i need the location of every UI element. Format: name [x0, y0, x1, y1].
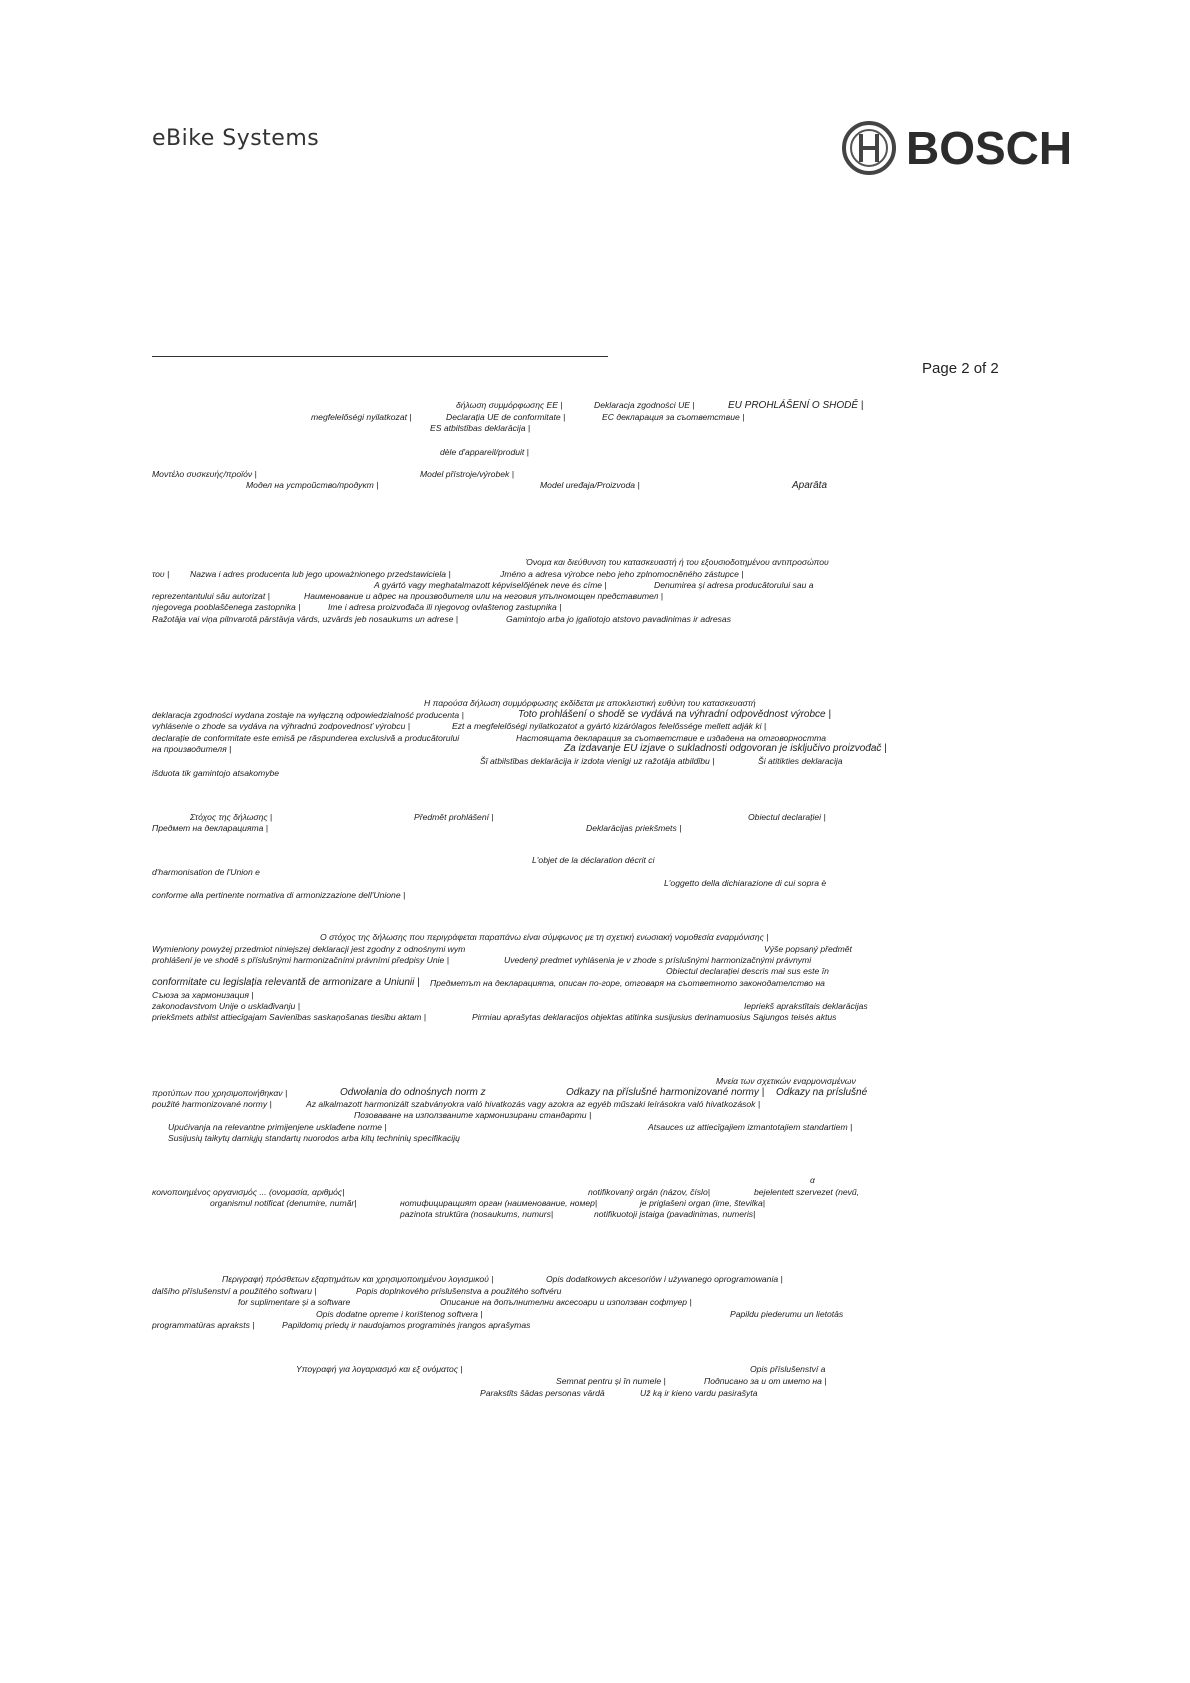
text-line: Deklarācijas priekšmets | [586, 823, 682, 833]
text-line: programmatūras apraksts | [152, 1320, 255, 1330]
text-line: notifikuotoji įstaiga (pavadinimas, numeris| [594, 1209, 756, 1219]
text-line: vyhlásenie o zhode sa vydáva na výhradnú zodpovednosť výrobcu | [152, 721, 410, 731]
text-line: Upućivanja na relevantne primijenjene usklađene norme | [168, 1122, 387, 1132]
text-line: Už ką ir kieno vardu pasirašyta [640, 1388, 758, 1398]
text-line: нотифициращият орган (наименование, номер| [400, 1198, 598, 1208]
text-line: Obiectul declarației descris mai sus este în [666, 966, 829, 976]
text-line: prohlášení je ve shodě s příslušnými harmonizačními právními předpisy Unie | [152, 955, 449, 965]
text-line: notifikovaný orgán (názov, číslo| [588, 1187, 710, 1197]
text-line: Denumirea și adresa producătorului sau a [654, 580, 814, 590]
text-line: Toto prohlášení o shodě se vydává na výhradní odpovědnost výrobce | [518, 709, 831, 720]
text-line: Ši atitikties deklaracija [758, 756, 843, 766]
text-line: Υπογραφή για λογαριασμό και εξ ονόματος | [296, 1364, 463, 1374]
text-line: Η παρούσα δήλωση συμμόρφωσης εκδίδεται με αποκλειστική ευθύνη του κατασκευαστή [424, 698, 756, 708]
text-line: Aparāta [792, 480, 828, 491]
text-line: priekšmets atbilst attiecīgajam Savienības saskaņošanas tiesību aktam | [152, 1012, 427, 1022]
text-line: megfelelőségi nyilatkozat | [311, 412, 412, 422]
text-line: dèle d'appareil/produit | [440, 447, 529, 457]
text-line: Obiectul declarației | [748, 812, 826, 822]
bosch-wordmark: BOSCH [906, 122, 1073, 174]
text-line: Nazwa i adres producenta lub jego upoważnionego przedstawiciela | [190, 569, 451, 579]
text-line: declarație de conformitate este emisă pe răspunderea exclusivă a producătorului [152, 733, 460, 743]
text-line: Ezt a megfelelőségi nyilatkozatot a gyártó kizárólagos felelőssége mellett adják ki | [452, 721, 767, 731]
text-line: Позоваване на използваните хармонизирани стандарти | [354, 1110, 592, 1120]
text-line: Odkazy na příslušné harmonizované normy | [566, 1087, 765, 1098]
text-line: Όνομα και διεύθυνση του κατασκευαστή ή του εξουσιοδοτημένου αντιπροσώπου [526, 557, 829, 567]
text-line: ES atbilstības deklarācija | [430, 423, 531, 433]
text-line: Declarația UE de conformitate | [446, 412, 566, 422]
text-line: L'objet de la déclaration décrit ci [532, 855, 655, 865]
text-line: Susijusių taikytų darniųjų standartų nuorodos arba kitų techninių specifikacijų [168, 1133, 460, 1143]
text-line: for suplimentare și a software [238, 1297, 351, 1307]
text-line: Μοντέλο συσκευής/προϊόν | [152, 469, 257, 479]
page-indicator: Page 2 of 2 [922, 360, 999, 377]
text-line: conforme alla pertinente normativa di armonizzazione dell'Unione | [152, 890, 406, 900]
text-line: Pirmiau aprašytas deklaracijos objektas atitinka susijusius derinamuosius Sąjungos teisės aktus [472, 1012, 837, 1022]
text-line: του | [152, 569, 170, 579]
text-line: organismul notificat (denumire, număr| [210, 1198, 357, 1208]
text-line: Opis dodatne opreme i korištenog softvera | [316, 1309, 483, 1319]
text-line: d'harmonisation de l'Union e [152, 867, 260, 877]
text-line: Μνεία των σχετικών εναρμονισμένων [716, 1076, 856, 1086]
header-rule [152, 356, 608, 357]
text-line: Наименование и адрес на производителя или на неговия упълномощен представител | [304, 591, 664, 601]
text-line: δήλωση συμμόρφωσης ΕΕ | [456, 400, 563, 410]
text-line: dalšího příslušenství a použitého softwaru | [152, 1286, 317, 1296]
text-line: προτύπων που χρησιμοποιήθηκαν | [152, 1088, 288, 1098]
text-line: Съюза за хармонизация | [152, 990, 254, 1000]
text-line: Περιγραφή πρόσθετων εξαρτημάτων και χρησιμοποιημένου λογισμικού | [222, 1274, 494, 1284]
text-line: на производителя | [152, 744, 232, 754]
text-line: Papildomų priedų ir naudojamos programinės įrangos aprašymas [282, 1320, 531, 1330]
text-line: Výše popsaný předmět [764, 944, 852, 954]
text-line: Gamintojo arba jo įgaliotojo atstovo pavadinimas ir adresas [506, 614, 731, 624]
text-line: Opis dodatkowych akcesoriów i używanego oprogramowania | [546, 1274, 783, 1284]
text-line: Atsauces uz attiecīgajiem izmantotajiem standartiem | [648, 1122, 853, 1132]
text-line: Модел на устройство/продукт | [246, 480, 379, 490]
text-line: Στόχος της δήλωσης | [190, 812, 273, 822]
text-line: Odkazy na príslušné [776, 1087, 868, 1098]
text-line: Подписано за и от името на | [704, 1376, 827, 1386]
text-line: Предметът на декларацията, описан по-горе, отговаря на съответното законодателство на [430, 978, 825, 988]
text-line: Uvedený predmet vyhlásenia je v zhode s príslušnými harmonizačnými právnymi [504, 955, 812, 965]
text-line: Popis doplnkového príslušenstva a použitého softvéru [356, 1286, 562, 1296]
text-line: Ime i adresa proizvođača ili njegovog ovlaštenog zastupnika | [328, 602, 562, 612]
text-line: Jméno a adresa výrobce nebo jeho zplnomocněného zástupce | [500, 569, 744, 579]
text-line: ЕС декларация за съответствие | [602, 412, 745, 422]
text-line: Deklaracja zgodności UE | [594, 400, 695, 410]
text-line: Предмет на декларацията | [152, 823, 268, 833]
text-line: Šī atbilstības deklarācija ir izdota vienīgi uz ražotāja atbildību | [480, 756, 715, 766]
text-line: Opis příslušenství a [750, 1364, 826, 1374]
text-line: Описание на допълнителни аксесоари и използван софтуер | [440, 1297, 692, 1307]
text-line: pazinota struktūra (nosaukums, numurs| [400, 1209, 554, 1219]
text-line: bejelentett szervezet (nevű, [754, 1187, 860, 1197]
text-line: κοινοποιημένος οργανισμός ... (ονομασία, αριθμός| [152, 1187, 345, 1197]
text-line: Wymieniony powyżej przedmiot niniejszej deklaracji jest zgodny z odnośnymi wym [152, 944, 466, 954]
text-line: Předmět prohlášení | [414, 812, 494, 822]
text-line: reprezentantului său autorizat | [152, 591, 270, 601]
text-line: Papildu piederumu un lietotās [730, 1309, 844, 1319]
text-line: zakonodavstvom Unije o usklađivanju | [152, 1001, 300, 1011]
text-line: EU PROHLÁŠENÍ O SHODĚ | [728, 400, 864, 411]
text-line: Model přístroje/výrobek | [420, 469, 514, 479]
text-line: conformitate cu legislația relevantă de armonizare a Uniunii | [152, 977, 420, 988]
text-line: Ražotāja vai viņa pilnvarotā pārstāvja vārds, uzvārds jeb nosaukums un adrese | [152, 614, 459, 624]
text-line: Parakstīts šādas personas vārdā [480, 1388, 605, 1398]
text-line: použité harmonizované normy | [152, 1099, 272, 1109]
text-line: deklaracja zgodności wydana zostaje na wyłączną odpowiedzialność producenta | [152, 710, 464, 720]
text-line: Iepriekš aprakstītais deklarācijas [744, 1001, 868, 1011]
text-line: Za izdavanje EU izjave o sukladnosti odgovoran je isključivo proizvođač | [564, 743, 887, 754]
bosch-armature-icon [842, 121, 896, 175]
text-line: njegovega pooblaščenega zastopnika | [152, 602, 301, 612]
text-line: je priglašeni organ (ime, številka| [640, 1198, 765, 1208]
text-line: A gyártó vagy meghatalmazott képviselőjének neve és címe | [374, 580, 607, 590]
text-line: Ο στόχος της δήλωσης που περιγράφεται παραπάνω είναι σύμφωνος με τη σχετική ενωσιακή νομοθεσία εναρμόνισης | [320, 932, 769, 942]
text-line: Odwołania do odnośnych norm z [340, 1087, 486, 1098]
text-line: išduota tik gamintojo atsakomybe [152, 768, 280, 778]
text-line: α [810, 1175, 815, 1185]
text-line: Model uređaja/Proizvoda | [540, 480, 640, 490]
bosch-logo [842, 118, 1072, 178]
text-line: Настоящата декларация за съответствие е издадена на отговорността [516, 733, 826, 743]
brand-title: eBike Systems [152, 126, 320, 151]
text-line: L'oggetto della dichiarazione di cui sopra è [664, 878, 827, 888]
text-line: Semnat pentru și în numele | [556, 1376, 666, 1386]
text-line: Az alkalmazott harmonizált szabványokra való hivatkozás vagy azokra az egyéb műszaki leírásokra való hivatkozások | [306, 1099, 761, 1109]
